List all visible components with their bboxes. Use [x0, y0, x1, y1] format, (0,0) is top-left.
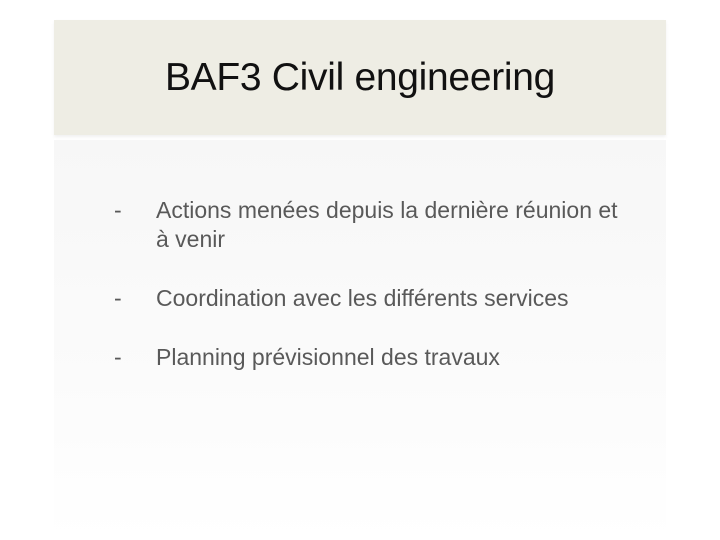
bullet-text-coordination: Coordination avec les différents services — [156, 285, 569, 311]
title-band — [54, 20, 666, 135]
bullet-text-planning: Planning prévisionnel des travaux — [156, 344, 500, 370]
bullet-dash: - — [114, 285, 122, 311]
bullet-item-coordination — [110, 284, 630, 313]
bullet-item-actions — [110, 196, 630, 254]
slide-title: BAF3 Civil engineering — [164, 55, 556, 99]
bullet-list — [110, 196, 630, 402]
bullet-dash: - — [114, 344, 122, 370]
bullet-text-actions: Actions menées depuis la dernière réunion et à venir — [156, 197, 618, 252]
bullet-item-planning — [110, 343, 630, 372]
bullet-dash: - — [114, 197, 122, 223]
